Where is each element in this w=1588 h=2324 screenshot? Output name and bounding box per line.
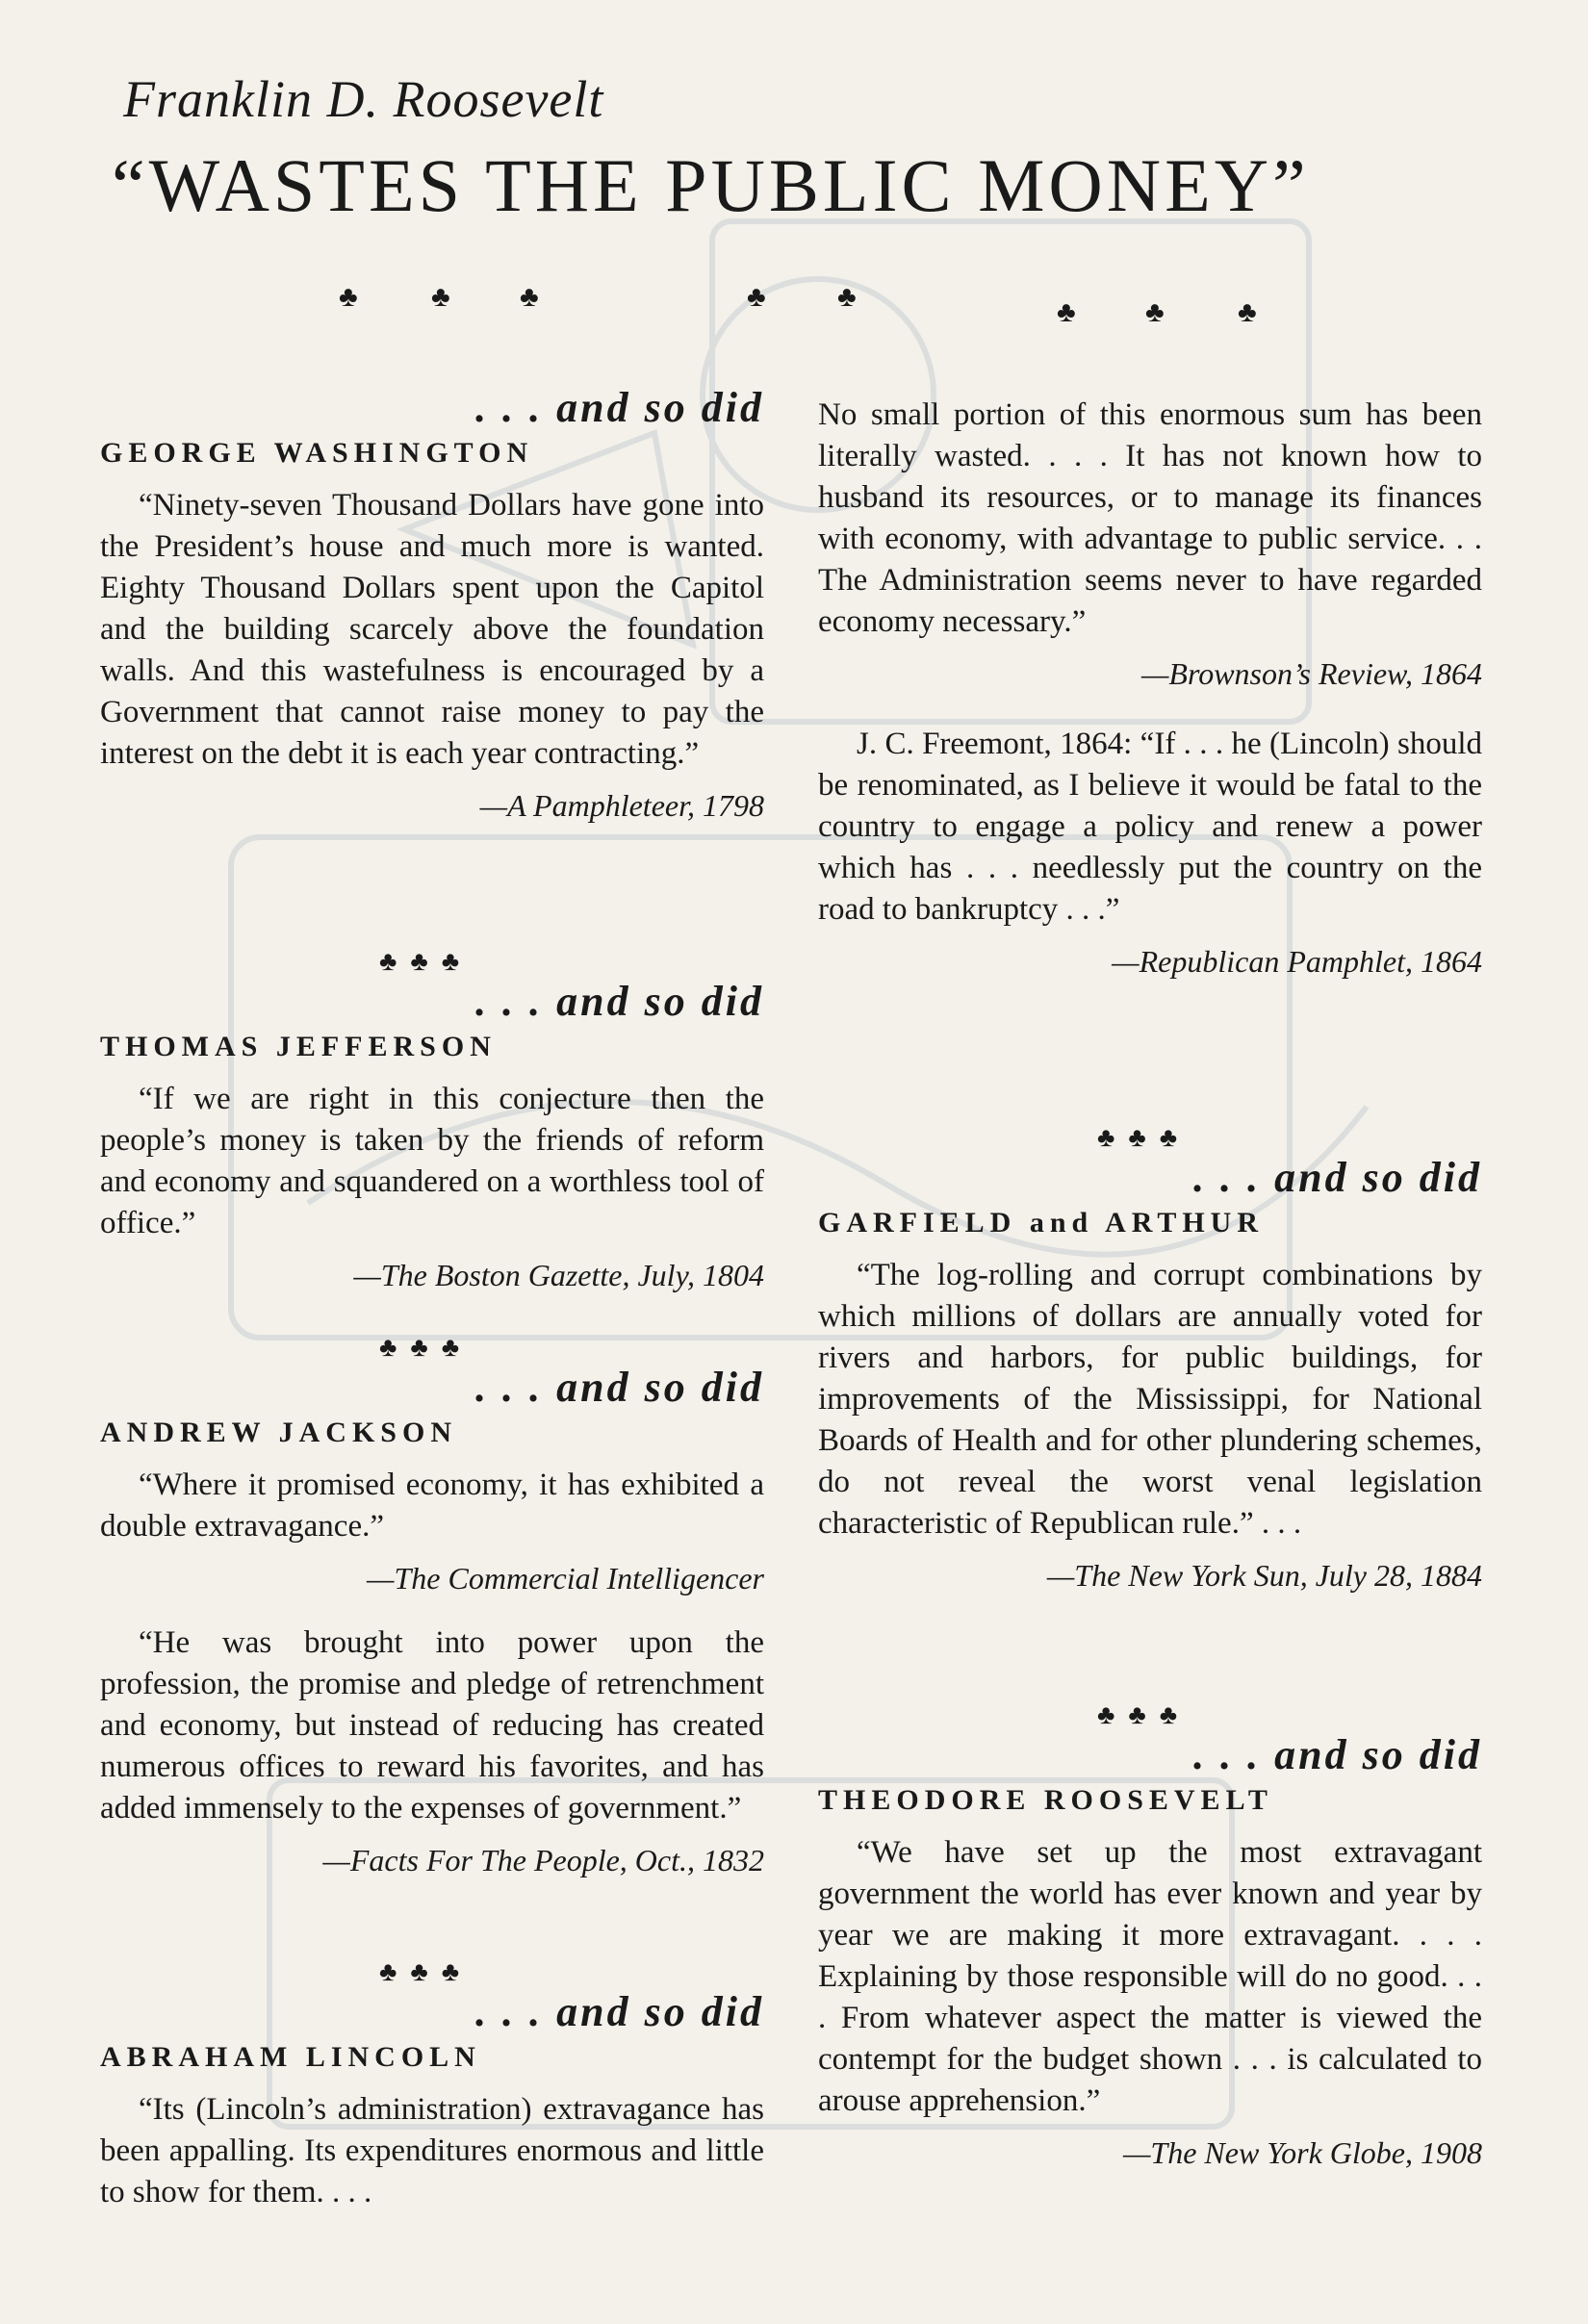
section-jefferson (100, 948, 764, 1296)
section-quote: “Where it promised economy, it has exhibited a double extravagance.” (100, 1468, 764, 1544)
section-theodore-roosevelt (818, 1701, 1482, 2174)
section-garfield-arthur (818, 1124, 1482, 1596)
section-name: THEODORE ROOSEVELT (818, 1784, 1273, 1816)
section-lead: . . . and so did (475, 978, 764, 1025)
section-washington (100, 383, 764, 827)
trefoil-ornament-icon: ♣ (431, 281, 450, 313)
trefoil-ornament-icon: ♣ (339, 281, 358, 313)
trefoil-ornament-icon: ♣ (1145, 296, 1165, 328)
section-quote: No small portion of this enormous sum has been literally wasted. . . . It has not known how to husband its resources, or to manage its finances with economy, with advantage to public service. . . The Administration seems never to have regarded economy necessary.” (818, 397, 1482, 639)
page-subtitle: Franklin D. Roosevelt (123, 70, 604, 128)
section-lincoln-continued (818, 395, 1482, 983)
section-citation: —Facts For The People, Oct., 1832 (322, 1843, 764, 1877)
section-lead: . . . and so did (475, 384, 764, 431)
section-quote: J. C. Freemont, 1864: “If . . . he (Lincoln) should be renominated, as I believe it would be fatal to the country to engage a policy and renew a power which has . . . needlessly put the country on the road to bankruptcy . . .” (818, 727, 1482, 927)
section-quote: “The log-rolling and corrupt combinations by which millions of dollars are annually voted for rivers and harbors, for public buildings, for improvements of the Mississippi, for National Boards of Health and for other plundering schemes, do not reveal the worst venal legislation characteristic of Republican rule.” . . . (818, 1258, 1482, 1541)
section-citation: —Brownson’s Review, 1864 (1140, 656, 1482, 691)
section-citation: —The New York Globe, 1908 (1122, 2135, 1482, 2170)
section-name: ANDREW JACKSON (100, 1417, 457, 1448)
section-citation: —The Boston Gazette, July, 1804 (353, 1258, 764, 1292)
section-citation: —The New York Sun, July 28, 1884 (1046, 1558, 1482, 1593)
trefoil-ornament-icon: ♣♣♣ (1097, 1700, 1191, 1730)
section-lead: . . . and so did (475, 1988, 764, 2035)
section-quote: “Ninety-seven Thousand Dollars have gone into the President’s house and much more is wanted. Eighty Thousand Dollars spent upon the Capitol and the building scarcely above the foundation walls. And this wastefulness is encouraged by a Government that cannot raise money to pay the interest on the debt it is each year contracting.” (100, 488, 764, 771)
section-lead: . . . and so did (1193, 1154, 1482, 1201)
section-citation: —Republican Pamphlet, 1864 (1112, 944, 1482, 979)
section-name: GEORGE WASHINGTON (100, 437, 534, 469)
trefoil-ornament-icon: ♣ (1057, 296, 1076, 328)
section-quote: “He was brought into power upon the profession, the promise and pledge of retrenchment and economy, but instead of reducing has created numerous offices to reward his favorites, and has added immensely to the expenses of government.” (100, 1625, 764, 1826)
section-name: ABRAHAM LINCOLN (100, 2041, 481, 2073)
section-quote: “If we are right in this conjecture then the people’s money is taken by the friends of reform and economy and squandered on a worthless tool of office.” (100, 1082, 764, 1240)
section-quote: “Its (Lincoln’s administration) extravagance has been appalling. Its expenditures enormous and little to show for them. . . . (100, 2092, 764, 2209)
trefoil-ornament-icon: ♣ (520, 281, 539, 313)
section-lincoln (100, 1958, 764, 2213)
trefoil-ornament-icon: ♣♣♣ (379, 1957, 474, 1987)
section-jackson (100, 1334, 764, 1881)
trefoil-ornament-icon: ♣ (1238, 296, 1257, 328)
trefoil-ornament-icon: ♣ (837, 281, 857, 313)
section-quote: “We have set up the most extravagant government the world has ever known and year by year we are making it more extravagant. . . . Explaining by those responsible will do no good. . . . From whatever aspect the matter is viewed the contempt for the budget shown . . . is calculated to arouse apprehension.” (818, 1835, 1482, 2118)
section-citation: —A Pamphleteer, 1798 (479, 788, 764, 823)
section-lead: . . . and so did (1193, 1731, 1482, 1778)
trefoil-ornament-icon: ♣♣♣ (379, 1333, 474, 1363)
page-title: “WASTES THE PUBLIC MONEY” (112, 143, 1310, 227)
section-name: GARFIELD and ARTHUR (818, 1207, 1265, 1239)
trefoil-ornament-icon: ♣♣♣ (1097, 1123, 1191, 1153)
trefoil-ornament-icon: ♣♣♣ (379, 947, 474, 977)
section-name: THOMAS JEFFERSON (100, 1031, 497, 1062)
section-lead: . . . and so did (475, 1364, 764, 1411)
section-citation: —The Commercial Intelligencer (367, 1561, 764, 1596)
trefoil-ornament-icon: ♣ (747, 281, 766, 313)
